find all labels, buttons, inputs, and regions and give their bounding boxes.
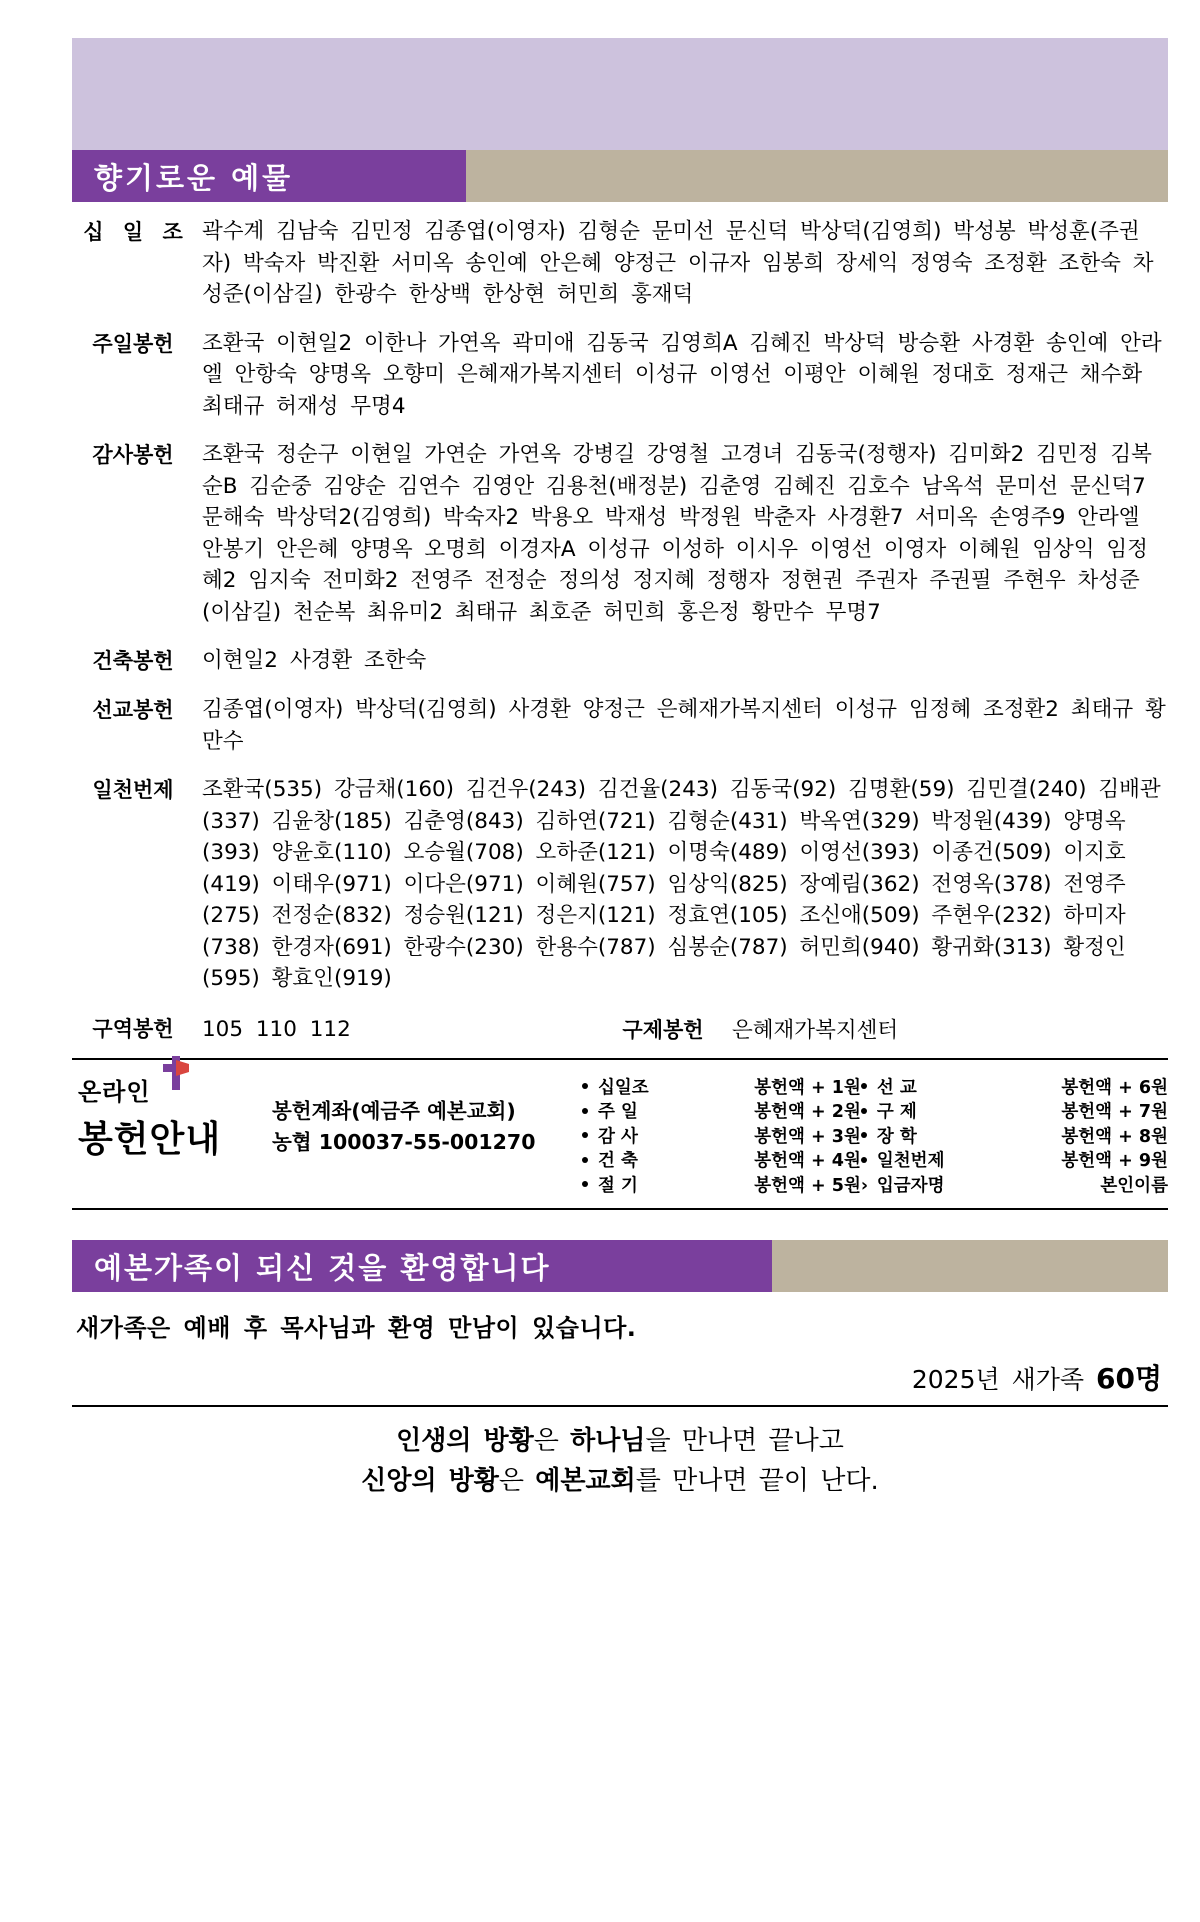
code-name: 선 교 [876,1077,917,1098]
closing-line1-a: 인생의 방황 [396,1426,534,1456]
code-amount: 봉헌액 + 2원 [754,1102,861,1122]
code-name: 장 학 [876,1126,917,1147]
offering-row-label: 주일봉헌 [92,331,174,356]
district-offering-cell [72,1013,602,1043]
code-name: 주 일 [598,1102,638,1122]
arrow-icon: › [860,1175,869,1196]
welcome-section-title: 예본가족이 되신 것을 환영합니다 [72,1240,772,1292]
district-offering-label: 구역봉헌 [92,1016,174,1041]
new-family-count [72,1357,1168,1397]
code-amount: 봉헌액 + 5원 [754,1175,861,1196]
page-content [72,38,1168,1501]
offering-row-label: 십 일 조 [83,220,189,244]
online-giving-heading [72,1072,272,1162]
offering-section-title: 향기로운 예물 [72,150,466,202]
offering-rows [72,216,1168,1044]
offering-row-label: 일천번제 [92,778,174,802]
account-info [272,1072,582,1158]
offering-row [72,328,1168,423]
closing-line2-d: 를 만나면 끝이 난다. [635,1466,879,1496]
offering-row-names: 이현일2 사경환 조한숙 [202,648,427,673]
bullet-icon [582,1174,598,1199]
bullet-icon [861,1149,877,1174]
offering-row [72,774,1168,995]
code-amount: 봉헌액 + 1원 [754,1077,861,1098]
closing-line-1 [72,1421,1168,1461]
bullet-icon [861,1125,877,1150]
offering-row-label: 선교봉헌 [92,698,174,722]
offering-row-label: 감사봉헌 [92,443,174,467]
code-name: 구 제 [876,1102,917,1122]
offering-row-names: 곽수계 김남숙 김민정 김종엽(이영자) 김형순 문미선 문신덕 박상덕(김영희) 박성봉 박성훈(주권자) 박숙자 박진환 서미옥 송인예 안은혜 양정근 이규자 임봉희 장세익 정영숙 조정환 조한숙 차성준(이삼길) 한광수 한상백 한상현 허민희 홍재덕 [202,219,1154,307]
online-label-line1 [78,1072,151,1107]
closing-line2-b: 은 [498,1466,525,1496]
code-amount: 봉헌액 + 6원 [1061,1077,1168,1098]
relief-offering-cell [602,1013,898,1044]
closing-line1-b: 은 [533,1426,559,1456]
closing-line2-c: 예본교회 [535,1466,636,1496]
bullet-icon [861,1100,877,1125]
welcome-note: 새가족은 예배 후 목사님과 환영 만남이 있습니다. [76,1314,637,1342]
online-giving-block [72,1060,1168,1209]
closing-line1-d: 을 만나면 끝나고 [645,1426,844,1456]
new-family-count-value: 60명 [1095,1362,1162,1395]
district-and-relief-row [72,1013,1168,1044]
offering-row [72,694,1168,757]
relief-offering-value: 은혜재가복지센터 [732,1017,899,1043]
account-number: 농협 100037-55-001270 [272,1129,536,1154]
offering-row [72,216,1168,311]
district-offering-value: 105 110 112 [202,1016,351,1042]
code-row [582,1174,1168,1199]
code-amount: 봉헌액 + 3원 [754,1126,861,1147]
bullet-icon [861,1076,877,1101]
code-row [582,1125,1168,1150]
offering-row-label: 건축봉헌 [92,649,174,673]
code-amount: 본인이름 [1100,1175,1168,1196]
code-amount: 봉헌액 + 9원 [1061,1151,1168,1171]
online-label-line2: 봉헌안내 [78,1118,222,1160]
closing-line2-a: 신앙의 방황 [361,1466,499,1496]
offering-row-names: 조환국(535) 강금채(160) 김건우(243) 김건율(243) 김동국(92) 김명환(59) 김민결(240) 김배관(337) 김윤창(185) 김춘영(843) 김하연(721) 김형순(431) 박옥연(329) 박정원(439) 양명옥(393) 양윤호(110) 오승월(708) 오하준(121) 이명숙(489) 이영선(393) 이종건(509) 이지호(419) 이태우(971) 이다은(971) 이혜원(757) 임상익(825) 장예림(362) 전영옥(378) 전영주(275) 전정순(832) 정승원(121) 정은지(121) 정효연(105) 조신애(509) 주현우(232) 하미자(738) 한경자(691) 한광수(230) 한용수(787) 심봉순(787) 허민희(940) 황귀화(313) 황정인(595) 황효인(919) [202,777,1161,991]
offering-row [72,439,1168,628]
closing-line-2 [72,1461,1168,1501]
bullet-icon [582,1100,598,1125]
code-name: 감 사 [598,1126,638,1147]
bullet-icon [582,1125,598,1150]
code-name: 건 축 [598,1151,638,1171]
offering-row [72,645,1168,677]
offering-row-names: 조환국 이현일2 이한나 가연옥 곽미애 김동국 김영희A 김혜진 박상덕 방승환 사경환 송인예 안라엘 안항숙 양명옥 오향미 은혜재가복지센터 이성규 이영선 이평안 이혜원 정대호 정재근 채수화 최태규 허재성 무명4 [202,330,1162,419]
code-amount: 봉헌액 + 8원 [1061,1126,1168,1147]
code-row [582,1100,1168,1125]
code-table [582,1076,1168,1199]
code-name: 십일조 [598,1077,649,1098]
code-amount: 봉헌액 + 7원 [1061,1102,1168,1122]
code-row [582,1076,1168,1101]
closing-top-rule [72,1405,1168,1407]
online-block-bottom-rule [72,1208,1168,1210]
offering-row-names: 김종엽(이영자) 박상덕(김영희) 사경환 양정근 은혜재가복지센터 이성규 임정혜 조정환2 최태규 황만수 [202,697,1166,754]
code-name: 절 기 [598,1175,638,1196]
welcome-section-header [72,1240,1168,1292]
closing-message [72,1421,1168,1501]
code-amount: 봉헌액 + 4원 [754,1151,861,1171]
new-family-count-label: 2025년 새가족 [911,1365,1085,1394]
cross-icon [163,1056,189,1090]
relief-offering-label: 구제봉헌 [622,1017,704,1042]
account-holder-label: 봉헌계좌(예금주 예본교회) [272,1098,516,1123]
bullet-icon [582,1076,598,1101]
online-label-line1-text: 온라인 [78,1077,151,1106]
code-row [582,1149,1168,1174]
bullet-icon [582,1149,598,1174]
offering-row-names: 조환국 정순구 이현일 가연순 가연옥 강병길 강영철 고경녀 김동국(정행자) 김미화2 김민정 김복순B 김순중 김양순 김연수 김영안 김용천(배정분) 김춘영 김혜진 김호수 남옥석 문미선 문신덕7 문해숙 박상덕2(김영희) 박숙자2 박용오 박재성 박정원 박춘자 사경환7 서미옥 손영주9 안라엘 안봉기 안은혜 양명옥 오명희 이경자A 이성규 이성하 이시우 이영선 이영자 이혜원 임상익 임정혜2 임지숙 전미화2 전영주 전정순 정의성 정지혜 정행자 정현권 주권자 주권필 주현우 차성준(이삼길) 천순복 최유미2 최태규 최호준 허민희 홍은정 황만수 무명7 [202,442,1152,625]
closing-line1-c: 하나님 [570,1426,646,1456]
code-name: 일천번제 [876,1151,945,1171]
code-name: 입금자명 [876,1175,945,1196]
online-code-table [582,1072,1168,1199]
offering-section-header [72,150,1168,202]
